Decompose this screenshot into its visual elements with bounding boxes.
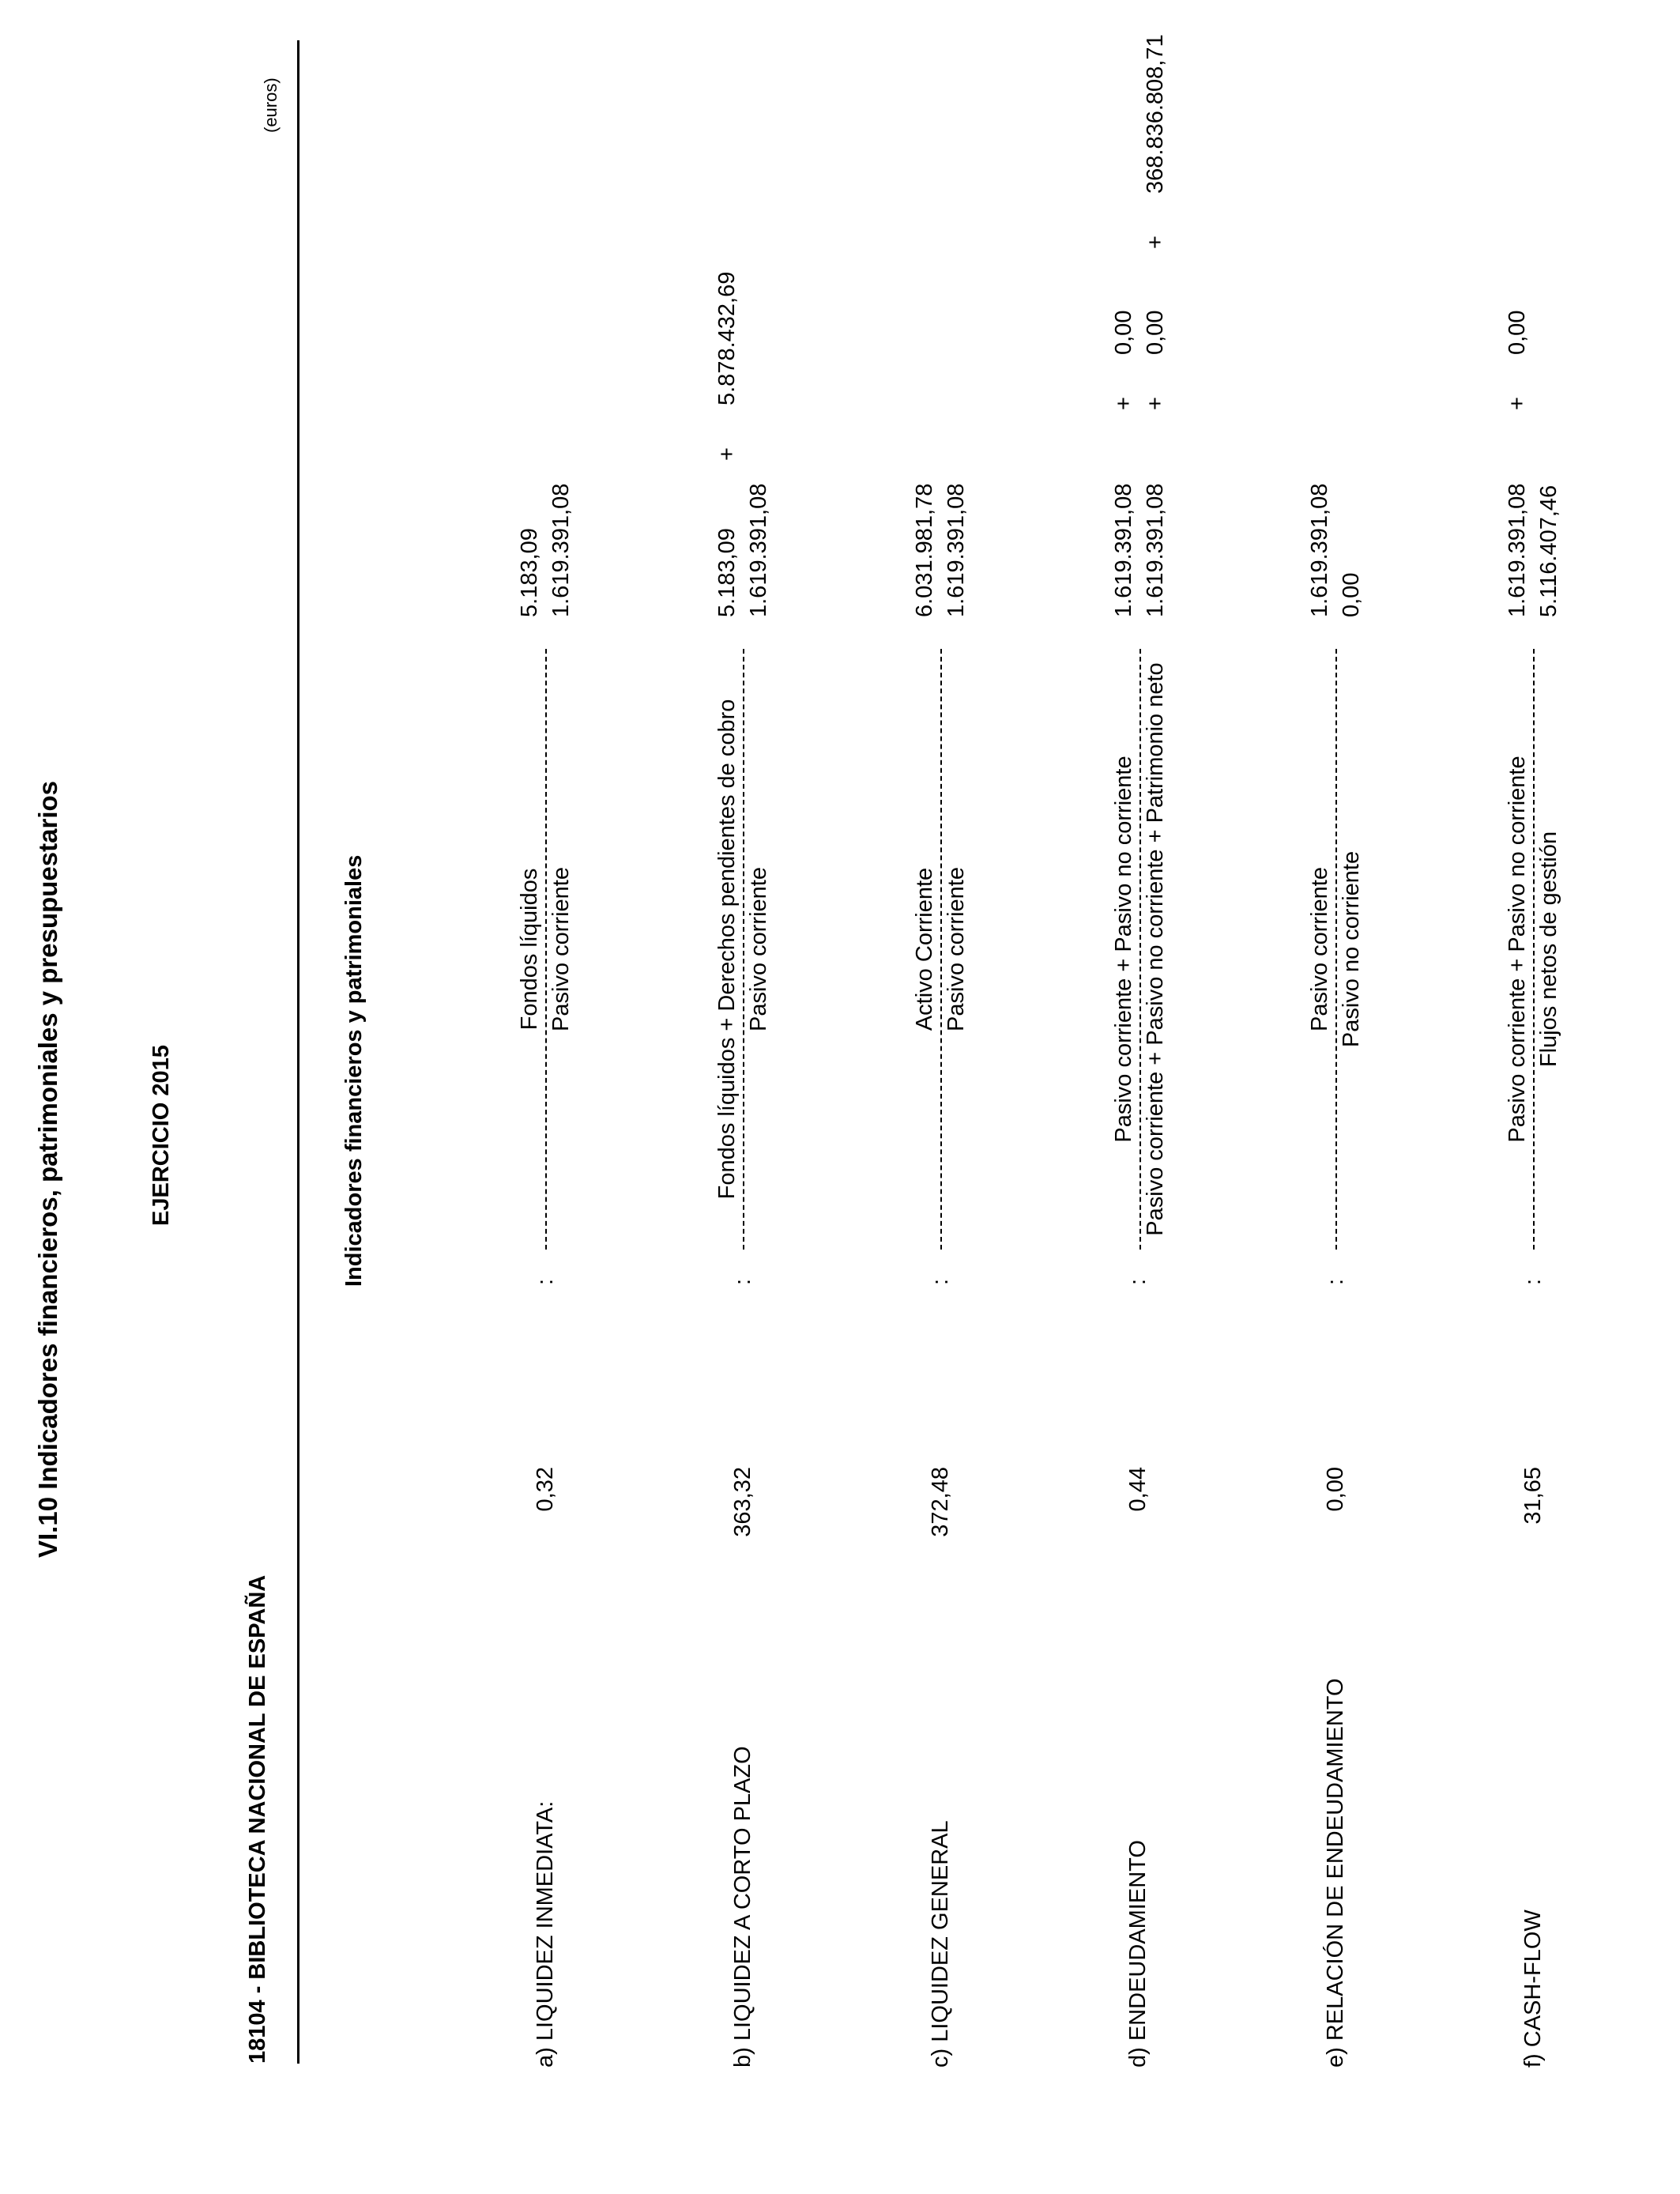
denominator-value: 0,00	[1339, 572, 1364, 617]
indicator-label: f) CASH-FLOW	[1520, 1909, 1546, 2068]
indicator-value: 0,44	[1125, 1467, 1151, 1512]
numerator-formula: Fondos líquidos + Derechos pendientes de cobro	[714, 699, 740, 1200]
indicator-colon: :	[1125, 1278, 1151, 1285]
fraction-line	[743, 649, 744, 1250]
denominator-value: 1.619.391,08	[548, 483, 574, 617]
numerator-formula: Activo Corriente	[912, 867, 937, 1031]
numerator-value: 1.619.391,08	[1111, 483, 1136, 617]
plus-operator: +	[1111, 397, 1136, 410]
indicator-colon: :	[1520, 1278, 1546, 1285]
denominator-formula: Pasivo corriente	[548, 867, 574, 1031]
fraction-line	[1335, 649, 1337, 1250]
numerator-value: 0,00	[1505, 310, 1530, 355]
indicator-value: 372,48	[928, 1467, 953, 1537]
indicator-label: c) LIQUIDEZ GENERAL	[928, 1820, 953, 2068]
numerator-value: 6.031.981,78	[912, 483, 937, 617]
numerator-formula: Fondos líquidos	[517, 868, 542, 1031]
indicator-value: 0,32	[533, 1467, 558, 1512]
indicator-colon: :	[730, 1278, 755, 1285]
denominator-formula: Pasivo corriente	[746, 867, 771, 1031]
denominator-value: 1.619.391,08	[746, 483, 771, 617]
numerator-value: 0,00	[1111, 310, 1136, 355]
fraction-line	[1533, 649, 1535, 1250]
numerator-formula: Pasivo corriente	[1307, 867, 1332, 1031]
denominator-formula: Pasivo corriente	[944, 867, 969, 1031]
indicator-value: 31,65	[1520, 1467, 1546, 1525]
units-label: (euros)	[261, 77, 281, 133]
indicator-value: 363,32	[730, 1467, 755, 1537]
indicator-colon: :	[1323, 1278, 1348, 1285]
indicator-value: 0,00	[1323, 1467, 1348, 1512]
fraction-line	[940, 649, 942, 1250]
fraction-line	[1139, 649, 1141, 1250]
numerator-formula: Pasivo corriente + Pasivo no corriente	[1111, 756, 1136, 1143]
denominator-formula: Pasivo no corriente	[1339, 850, 1364, 1048]
denominator-value: 0,00	[1143, 310, 1168, 355]
plus-operator: +	[714, 447, 740, 461]
vertical-rule	[297, 40, 299, 2064]
plus-operator: +	[1143, 397, 1168, 410]
indicator-colon: :	[928, 1278, 953, 1285]
denominator-value: 368.836.808,71	[1143, 34, 1168, 194]
document-title: VI.10 Indicadores financieros, patrimoniales y presupuestarios	[33, 780, 62, 1558]
numerator-value: 5.878.432,69	[714, 271, 740, 405]
denominator-value: 5.116.407,46	[1536, 484, 1561, 617]
indicator-colon: :	[533, 1278, 558, 1285]
section-heading: Indicadores financieros y patrimoniales	[341, 854, 367, 1287]
numerator-value: 1.619.391,08	[1505, 483, 1530, 617]
indicator-label: b) LIQUIDEZ A CORTO PLAZO	[730, 1746, 755, 2068]
numerator-value: 5.183,09	[517, 528, 542, 617]
numerator-value: 5.183,09	[714, 528, 740, 617]
exercise-label: EJERCICIO 2015	[149, 1045, 174, 1226]
indicator-label: e) RELACIÓN DE ENDEUDAMIENTO	[1323, 1678, 1348, 2068]
indicator-label: d) ENDEUDAMIENTO	[1125, 1840, 1151, 2068]
indicator-label: a) LIQUIDEZ INMEDIATA:	[533, 1800, 558, 2068]
plus-operator: +	[1143, 236, 1168, 249]
denominator-formula: Flujos netos de gestión	[1536, 831, 1561, 1068]
denominator-value: 1.619.391,08	[944, 483, 969, 617]
fraction-line	[545, 649, 547, 1250]
entity-name: 18104 - BIBLIOTECA NACIONAL DE ESPAÑA	[245, 1574, 270, 2064]
denominator-value: 1.619.391,08	[1143, 483, 1168, 617]
denominator-formula: Pasivo corriente + Pasivo no corriente + Patrimonio neto	[1143, 662, 1168, 1236]
numerator-formula: Pasivo corriente + Pasivo no corriente	[1505, 756, 1530, 1143]
plus-operator: +	[1505, 397, 1530, 410]
numerator-value: 1.619.391,08	[1307, 483, 1332, 617]
